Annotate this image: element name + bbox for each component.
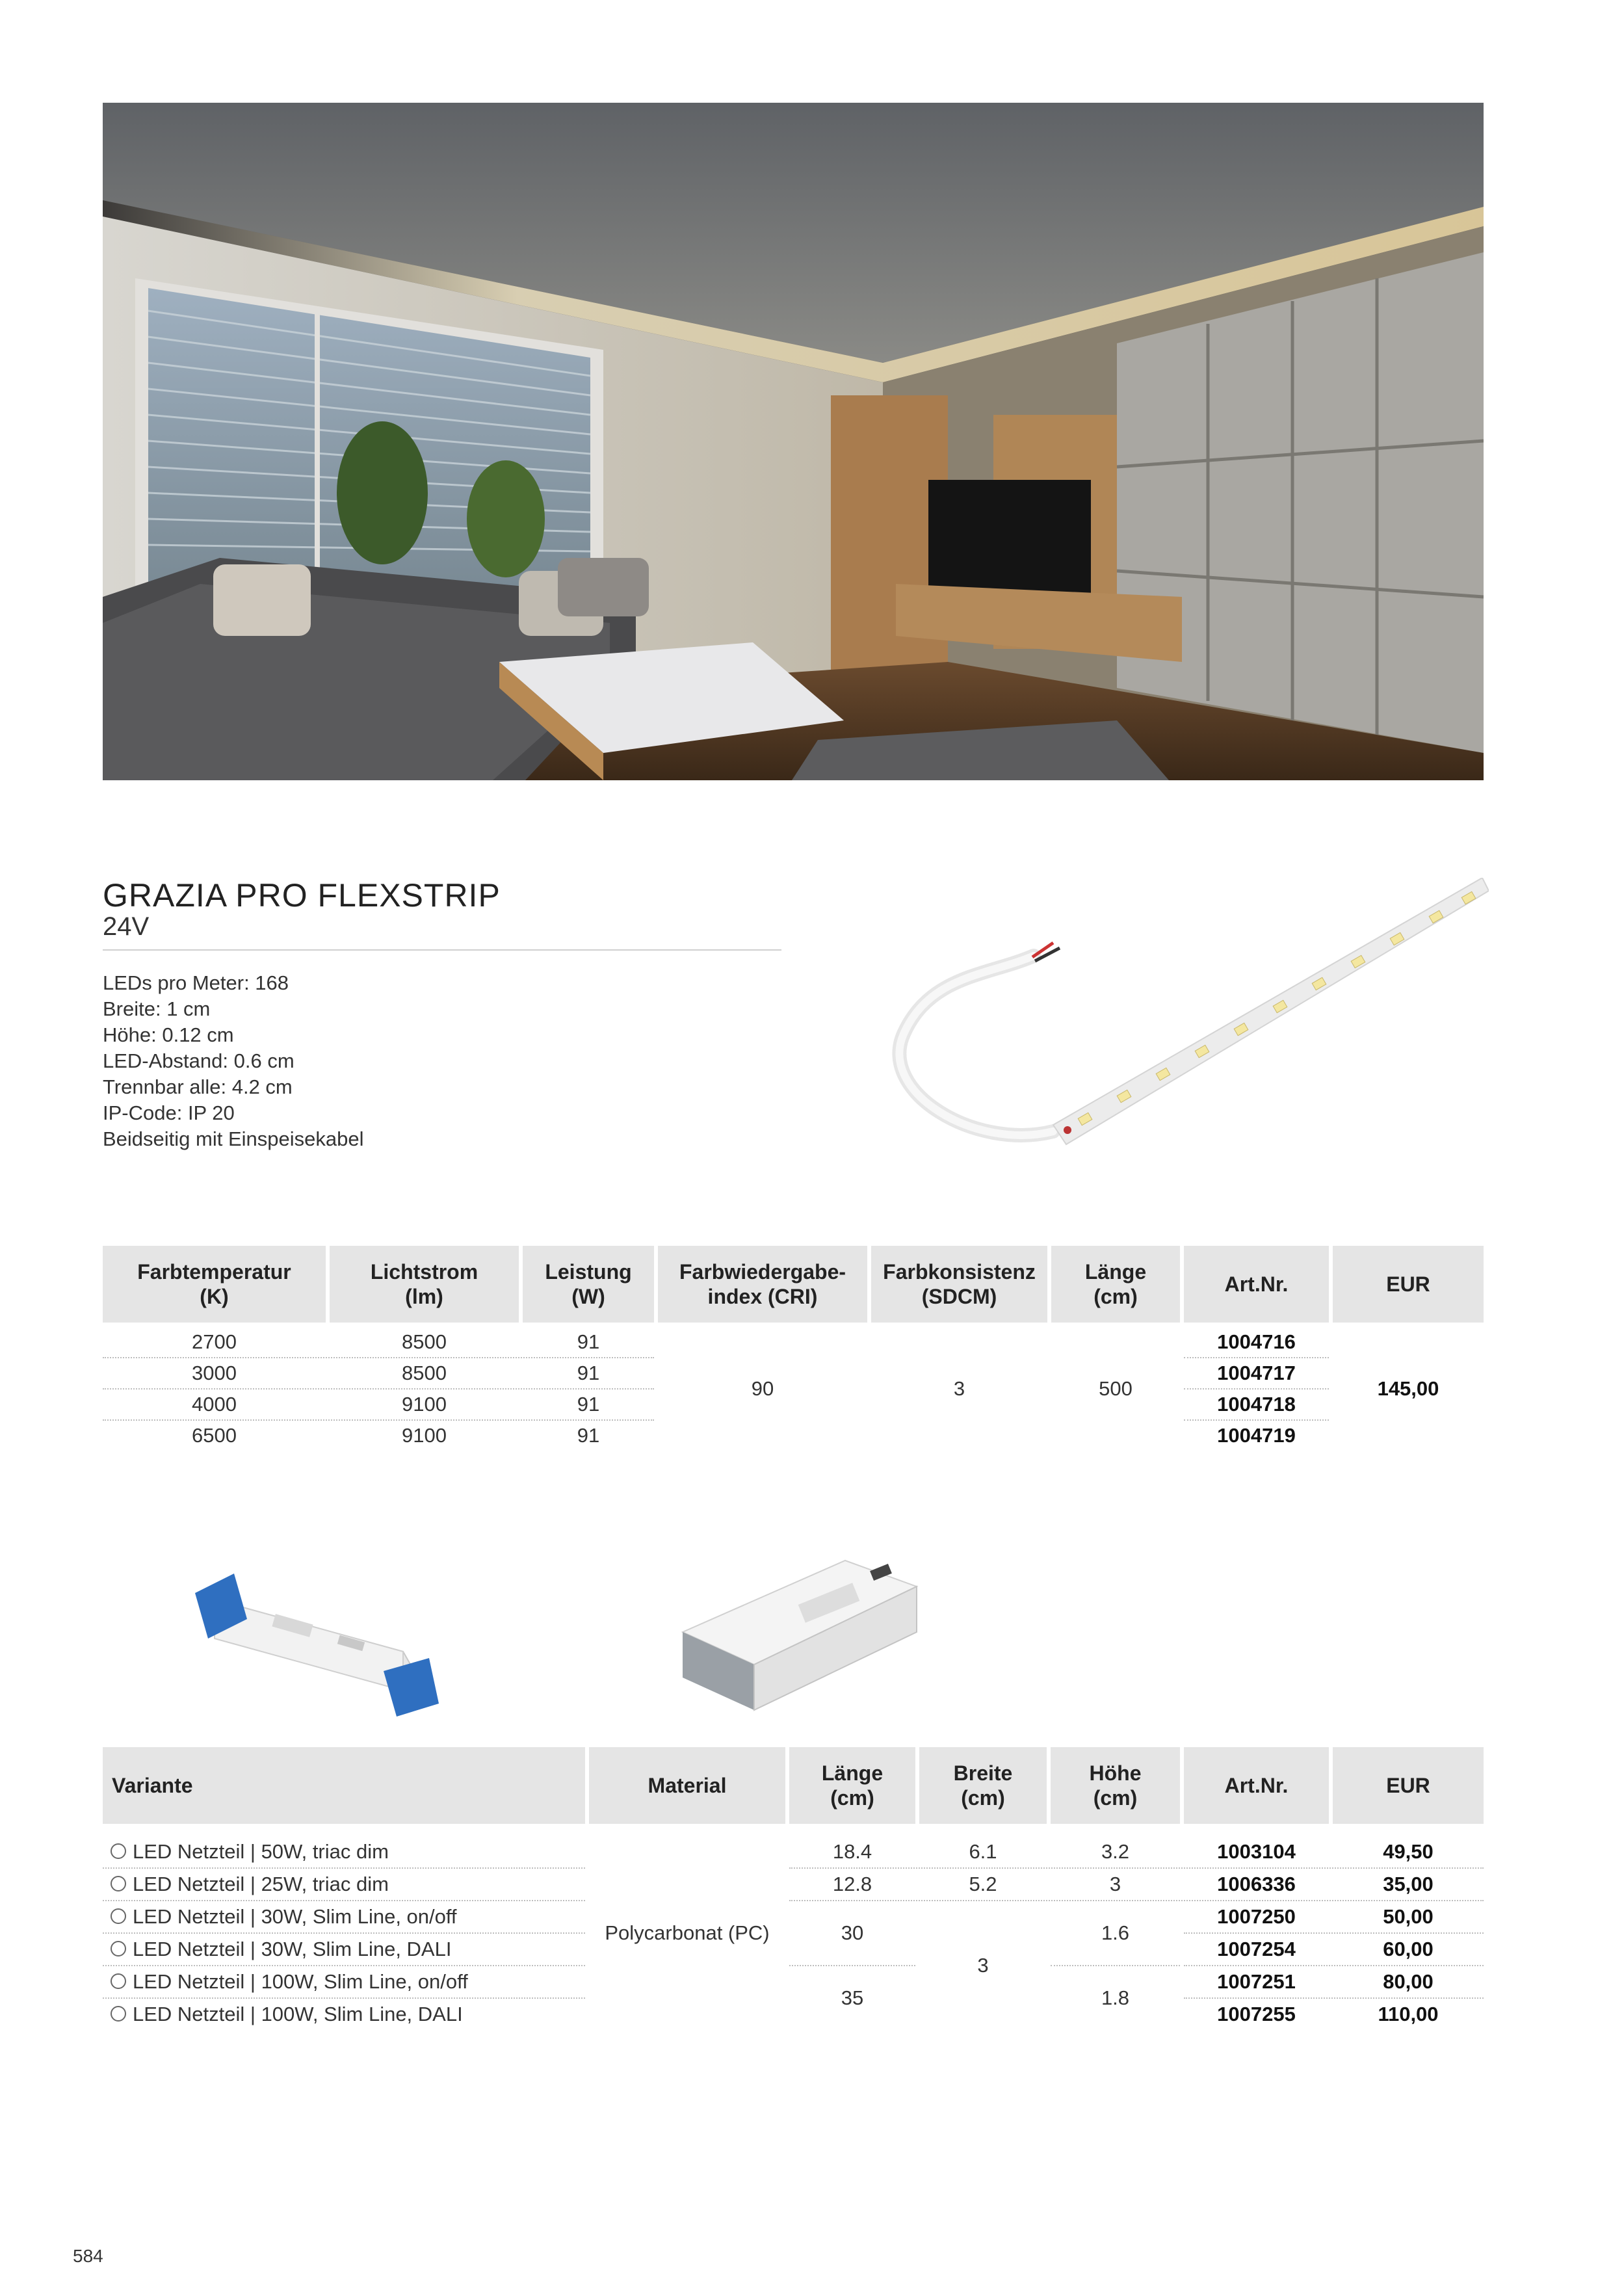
t2-cell-breite: 3 [977, 1953, 989, 1977]
t1-header-laenge: Länge (cm) [1051, 1246, 1180, 1323]
t2-row-divider [103, 1900, 585, 1901]
t2-cell-art: 1007255 [1217, 2002, 1296, 2025]
product-title: GRAZIA PRO FLEXSTRIP [103, 877, 501, 914]
t1-cell-price: 145,00 [1377, 1377, 1439, 1400]
t1-row-divider [103, 1419, 654, 1421]
t2-variant-row[interactable]: LED Netzteil | 25W, triac dim [111, 1868, 585, 1899]
t1-row-divider [103, 1357, 654, 1358]
t2-row-divider [789, 1867, 1484, 1869]
t2-row-divider [1184, 1932, 1484, 1934]
t2-variant-row[interactable]: LED Netzteil | 30W, Slim Line, on/off [111, 1901, 585, 1932]
t1-row-divider [1184, 1388, 1329, 1390]
t1-cell-lm: 8500 [402, 1361, 447, 1384]
t1-cell-cri: 90 [751, 1377, 774, 1400]
t1-cell-w: 91 [577, 1361, 600, 1384]
t2-row-divider [1184, 1997, 1484, 1999]
t1-header-farbtemperatur: Farbtemperatur (K) [103, 1246, 326, 1323]
t2-cell-laenge: 35 [841, 1986, 864, 2009]
t2-cell-hoehe: 1.6 [1101, 1921, 1130, 1944]
t2-variant-row[interactable]: LED Netzteil | 100W, Slim Line, DALI [111, 1998, 585, 2029]
t2-cell-eur: 49,50 [1383, 1839, 1434, 1863]
t2-variant-row[interactable]: LED Netzteil | 100W, Slim Line, on/off [111, 1966, 585, 1997]
radio-icon[interactable] [111, 1908, 126, 1924]
t1-cell-lm: 9100 [402, 1392, 447, 1416]
t2-header-hoehe: Höhe (cm) [1051, 1747, 1180, 1824]
t1-cell-lm: 9100 [402, 1423, 447, 1447]
t2-cell-eur: 60,00 [1383, 1937, 1434, 1960]
spec-item: Beidseitig mit Einspeisekabel [103, 1127, 364, 1150]
t2-row-divider [1051, 1965, 1180, 1966]
t1-header-sdcm: Farbkonsistenz (SDCM) [871, 1246, 1047, 1323]
radio-icon[interactable] [111, 1941, 126, 1956]
t1-row-divider [1184, 1357, 1329, 1358]
t2-cell-breite: 6.1 [969, 1839, 997, 1863]
t1-row-divider [103, 1388, 654, 1390]
t2-cell-hoehe: 3 [1109, 1872, 1121, 1895]
t1-cell-lm: 8500 [402, 1330, 447, 1353]
t2-cell-laenge: 12.8 [832, 1872, 872, 1895]
t1-cell-w: 91 [577, 1392, 600, 1416]
t2-cell-art: 1006336 [1217, 1872, 1296, 1895]
product-subtitle: 24V [103, 912, 150, 941]
t2-cell-breite: 5.2 [969, 1872, 997, 1895]
t1-cell-w: 91 [577, 1423, 600, 1447]
t1-cell-art: 1004719 [1217, 1423, 1296, 1447]
radio-icon[interactable] [111, 1843, 126, 1859]
t2-cell-art: 1003104 [1217, 1839, 1296, 1863]
t2-variant-row[interactable]: LED Netzteil | 50W, triac dim [111, 1836, 585, 1867]
t2-row-divider [789, 1965, 915, 1966]
title-divider [103, 949, 781, 951]
t2-cell-material: Polycarbonat (PC) [605, 1921, 770, 1944]
power-supply-slim-image [670, 1522, 943, 1730]
t2-cell-art: 1007254 [1217, 1937, 1296, 1960]
spec-item: Höhe: 0.12 cm [103, 1023, 234, 1046]
t2-cell-laenge: 30 [841, 1921, 864, 1944]
t2-cell-hoehe: 3.2 [1101, 1839, 1130, 1863]
t1-cell-art: 1004716 [1217, 1330, 1296, 1353]
spec-item: Trennbar alle: 4.2 cm [103, 1075, 293, 1098]
t2-header-artnr: Art.Nr. [1184, 1747, 1329, 1824]
t1-header-eur: EUR [1333, 1246, 1484, 1323]
spec-item: IP-Code: IP 20 [103, 1101, 235, 1124]
t2-variant-row[interactable]: LED Netzteil | 30W, Slim Line, DALI [111, 1933, 585, 1964]
t1-cell-k: 4000 [192, 1392, 237, 1416]
t1-header-leistung: Leistung (W) [523, 1246, 654, 1323]
t1-header-cri: Farbwiedergabe- index (CRI) [658, 1246, 867, 1323]
t2-header-eur: EUR [1333, 1747, 1484, 1824]
t2-cell-eur: 50,00 [1383, 1904, 1434, 1928]
t1-cell-sdcm: 3 [953, 1377, 965, 1400]
spec-item: Breite: 1 cm [103, 997, 211, 1020]
spec-item: LEDs pro Meter: 168 [103, 971, 289, 994]
t2-cell-eur: 35,00 [1383, 1872, 1434, 1895]
power-supply-blue-image [189, 1541, 462, 1736]
t2-header-variante: Variante [103, 1747, 585, 1824]
t1-row-divider [1184, 1419, 1329, 1421]
t2-header-material: Material [589, 1747, 785, 1824]
t2-header-breite: Breite (cm) [919, 1747, 1047, 1824]
t1-header-lichtstrom: Lichtstrom (lm) [330, 1246, 519, 1323]
radio-icon[interactable] [111, 2006, 126, 2022]
t1-cell-k: 3000 [192, 1361, 237, 1384]
t2-cell-art: 1007250 [1217, 1904, 1296, 1928]
t1-header-artnr: Art.Nr. [1184, 1246, 1329, 1323]
t2-row-divider [103, 1867, 585, 1869]
t2-row-divider [1184, 1965, 1484, 1966]
spec-item: LED-Abstand: 0.6 cm [103, 1049, 295, 1072]
radio-icon[interactable] [111, 1973, 126, 1989]
t1-cell-w: 91 [577, 1330, 600, 1353]
radio-icon[interactable] [111, 1876, 126, 1891]
spec-list [103, 970, 364, 1152]
t1-cell-art: 1004717 [1217, 1361, 1296, 1384]
t2-row-divider [103, 1997, 585, 1999]
t2-row-divider [103, 1965, 585, 1966]
t1-cell-k: 6500 [192, 1423, 237, 1447]
t2-cell-art: 1007251 [1217, 1969, 1296, 1993]
t2-cell-eur: 110,00 [1378, 2002, 1439, 2025]
t2-cell-hoehe: 1.8 [1101, 1986, 1130, 2009]
t2-row-divider [789, 1900, 1484, 1901]
t1-cell-laenge: 500 [1099, 1377, 1133, 1400]
t2-row-divider [103, 1932, 585, 1934]
t2-cell-laenge: 18.4 [832, 1839, 872, 1863]
t2-cell-eur: 80,00 [1383, 1969, 1434, 1993]
t2-header-laenge: Länge (cm) [789, 1747, 915, 1824]
t1-cell-k: 2700 [192, 1330, 237, 1353]
hero-photo [103, 103, 1484, 780]
t1-cell-art: 1004718 [1217, 1392, 1296, 1416]
led-strip-image [858, 878, 1489, 1190]
page-number: 584 [73, 2246, 103, 2266]
